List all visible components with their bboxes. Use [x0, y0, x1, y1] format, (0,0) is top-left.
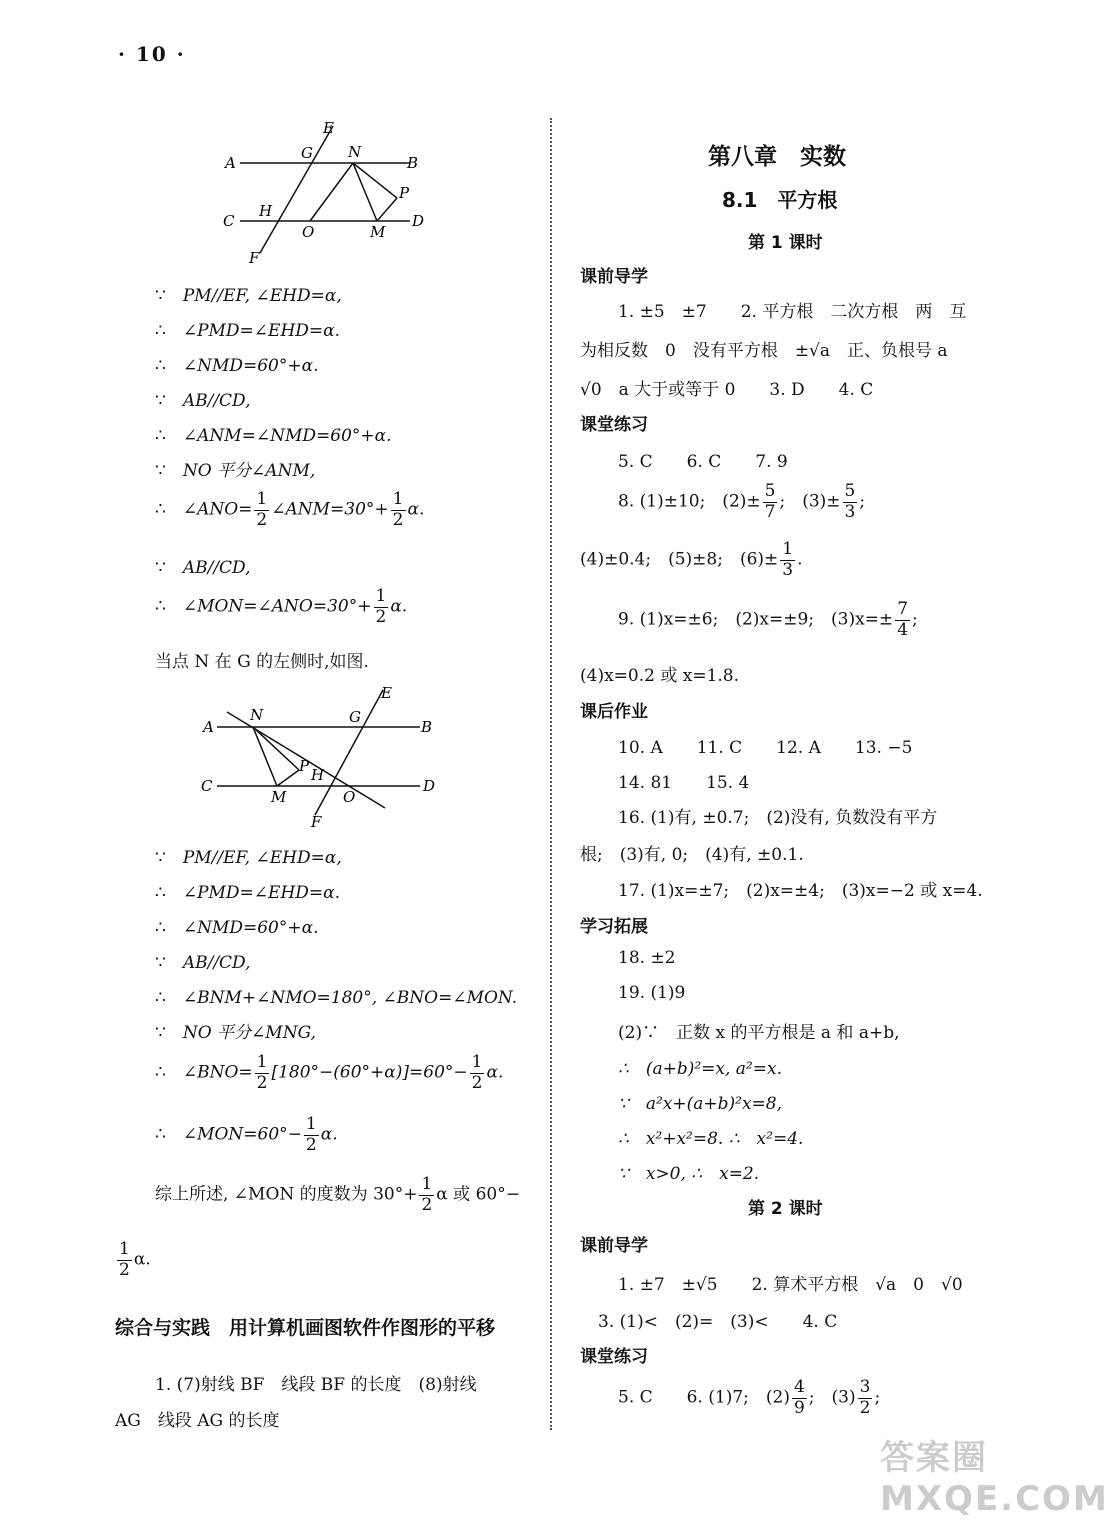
fig1-label: A	[225, 154, 236, 172]
fig1-label: N	[348, 143, 362, 161]
fig1-label: G	[301, 144, 313, 162]
watermark	[880, 1430, 1109, 1530]
proof2-frac-line: ∴ ∠BNO= $\frac{1}{2}$ [180°−(60°+α)]=60°− $\frac{1}{2}$ α.	[155, 1052, 504, 1093]
section-heading: 课堂练习	[580, 1347, 648, 1367]
section-heading: 课前导学	[580, 267, 648, 287]
proof2-line: ∵ NO 平分∠MNG,	[155, 1023, 316, 1043]
answer-line: 根; (3)有, 0; (4)有, ±0.1.	[580, 845, 804, 865]
page-number: · 10 ·	[118, 42, 186, 66]
fig2-label: C	[201, 777, 213, 795]
fig2-label: F	[311, 813, 322, 831]
fig1-label: B	[407, 154, 419, 172]
fig2-label: H	[311, 766, 325, 784]
watermark-text: 答案圈 MXQE.COM	[880, 1438, 1109, 1519]
fraction: $\frac{1}{2}$	[392, 489, 404, 530]
proof2-end-line: ∴ ∠MON=60°− $\frac{1}{2}$ α.	[155, 1114, 338, 1155]
left-column	[0, 0, 545, 1536]
fig2-label: A	[203, 718, 214, 736]
fig1-label: C	[223, 212, 235, 230]
fig1-label: D	[412, 212, 425, 230]
fig2-label: B	[421, 718, 433, 736]
lesson-title: 第 1 课时	[748, 233, 823, 253]
fig1-label: H	[259, 202, 273, 220]
proof1-line: ∵ PM//EF, ∠EHD=α,	[155, 286, 342, 306]
proof2-line: ∴ ∠BNM+∠NMO=180°, ∠BNO=∠MON.	[155, 988, 518, 1008]
proof1-line: ∴ ∠PMD=∠EHD=α.	[155, 321, 341, 341]
fraction: $\frac{1}{2}$	[421, 1174, 433, 1215]
answer-line: ∵ a²x+(a+b)²x=8,	[618, 1094, 782, 1114]
fig2-label: P	[299, 757, 310, 775]
fig1-label: P	[399, 184, 410, 202]
proof2-line: ∴ ∠PMD=∠EHD=α.	[155, 883, 341, 903]
fraction: $\frac{1}{2}$	[119, 1239, 130, 1280]
answer-line: 17. (1)x=±7; (2)x=±4; (3)x=−2 或 x=4.	[618, 881, 983, 901]
answer-line: 5. C 6. C 7. 9	[618, 452, 788, 472]
answer-line: ∴ (a+b)²=x, a²=x.	[618, 1059, 782, 1079]
chapter-title: 第八章 实数	[708, 144, 846, 170]
proof1-line: ∵ NO 平分∠ANM,	[155, 461, 316, 481]
fig2-label: N	[250, 706, 264, 724]
section-heading: 课前导学	[580, 1236, 648, 1256]
section-heading: 课后作业	[580, 702, 648, 722]
proof1-frac-line: ∴ ∠ANO= $\frac{1}{2}$ ∠ANM=30°+ $\frac{1}{2}$ α.	[155, 489, 425, 530]
column-divider	[550, 118, 552, 1430]
answer-line: 3. (1)< (2)= (3)< 4. C	[598, 1312, 838, 1332]
answer-line: 1. ±5 ±7 2. 平方根 二次方根 两 互	[618, 302, 967, 322]
answer-line: 16. (1)有, ±0.7; (2)没有, 负数没有平方	[618, 808, 938, 828]
proof1-line: ∵ AB//CD,	[155, 391, 251, 411]
fraction: $\frac{7}{4}$	[897, 599, 909, 640]
fig1-label: F	[249, 249, 260, 267]
fraction: $\frac{1}{2}$	[305, 1114, 317, 1155]
practice-line: AG 线段 AG 的长度	[115, 1411, 280, 1431]
fig2-label: E	[381, 684, 392, 702]
section-title: 8.1 平方根	[722, 188, 838, 212]
practice-title: 综合与实践 用计算机画图软件作图形的平移	[115, 1317, 496, 1339]
answer-line: 为相反数 0 没有平方根 ±√a 正、负根号 a	[580, 341, 948, 361]
fraction: $\frac{1}{2}$	[375, 586, 387, 627]
proof2-line: ∵ AB//CD,	[155, 953, 251, 973]
answer-line: ∴ x²+x²=8. ∴ x²=4.	[618, 1129, 804, 1149]
answer-line: 10. A 11. C 12. A 13. −5	[618, 738, 913, 758]
practice-line: 1. (7)射线 BF 线段 BF 的长度 (8)射线	[155, 1375, 477, 1395]
fig1-label: E	[323, 119, 334, 137]
section-heading: 课堂练习	[580, 415, 648, 435]
answer-line-frac: 8. (1)±10; (2)± $\frac{5}{7}$ ; (3)± $\frac{5}{3}$ ;	[618, 481, 866, 522]
fig2-label: O	[343, 788, 356, 806]
answer-line: 14. 81 15. 4	[618, 773, 750, 793]
fraction: $\frac{5}{7}$	[764, 481, 776, 522]
answer-line-frac: (4)±0.4; (5)±8; (6)± $\frac{1}{3}$ .	[580, 539, 803, 580]
answer-line: √0 a 大于或等于 0 3. D 4. C	[580, 380, 874, 400]
proof1-line: ∴ ∠NMD=60°+α.	[155, 356, 319, 376]
fraction: $\frac{5}{3}$	[844, 481, 856, 522]
fraction: $\frac{1}{2}$	[256, 489, 268, 530]
right-column	[560, 0, 1109, 1536]
answer-line: (4)x=0.2 或 x=1.8.	[580, 666, 740, 686]
summary-line: 综上所述, ∠MON 的度数为 30°+ $\frac{1}{2}$ α 或 60°−	[155, 1174, 520, 1215]
answer-line: (2)∵ 正数 x 的平方根是 a 和 a+b,	[618, 1023, 900, 1043]
fig2-label: D	[423, 777, 436, 795]
geometry-figure-2	[195, 680, 445, 830]
proof2-line: ∵ PM//EF, ∠EHD=α,	[155, 848, 342, 868]
section-heading: 学习拓展	[580, 917, 648, 937]
proof1-end-line: ∴ ∠MON=∠ANO=30°+ $\frac{1}{2}$ α.	[155, 586, 408, 627]
fraction: $\frac{1}{3}$	[782, 539, 794, 580]
answer-line: 19. (1)9	[618, 983, 686, 1003]
proof2-line: ∴ ∠NMD=60°+α.	[155, 918, 319, 938]
fraction: $\frac{4}{9}$	[793, 1377, 805, 1418]
answer-line: ∵ x>0, ∴ x=2.	[618, 1164, 760, 1184]
geometry-figure-1	[215, 118, 440, 268]
answer-line: 1. ±7 ±√5 2. 算术平方根 √a 0 √0	[618, 1275, 963, 1295]
proof1-line: ∴ ∠ANM=∠NMD=60°+α.	[155, 426, 392, 446]
fig2-label: M	[271, 788, 287, 806]
fraction: $\frac{1}{2}$	[471, 1052, 483, 1093]
answer-line-frac: 5. C 6. (1)7; (2) $\frac{4}{9}$ ; (3) $\frac{3}{2}$ ;	[618, 1377, 881, 1418]
case2-text: 当点 N 在 G 的左侧时,如图.	[155, 652, 369, 672]
summary-line-2: $\frac{1}{2}$ α.	[119, 1239, 151, 1280]
fig1-label: O	[302, 223, 315, 241]
answer-line: 18. ±2	[618, 948, 676, 968]
fraction: $\frac{3}{2}$	[859, 1377, 871, 1418]
answer-line-frac: 9. (1)x=±6; (2)x=±9; (3)x=± $\frac{7}{4}$ ;	[618, 599, 918, 640]
fig2-label: G	[349, 708, 361, 726]
proof1-line: ∵ AB//CD,	[155, 558, 251, 578]
fraction: $\frac{1}{2}$	[256, 1052, 268, 1093]
lesson-title: 第 2 课时	[748, 1199, 823, 1219]
fig1-label: M	[370, 223, 386, 241]
